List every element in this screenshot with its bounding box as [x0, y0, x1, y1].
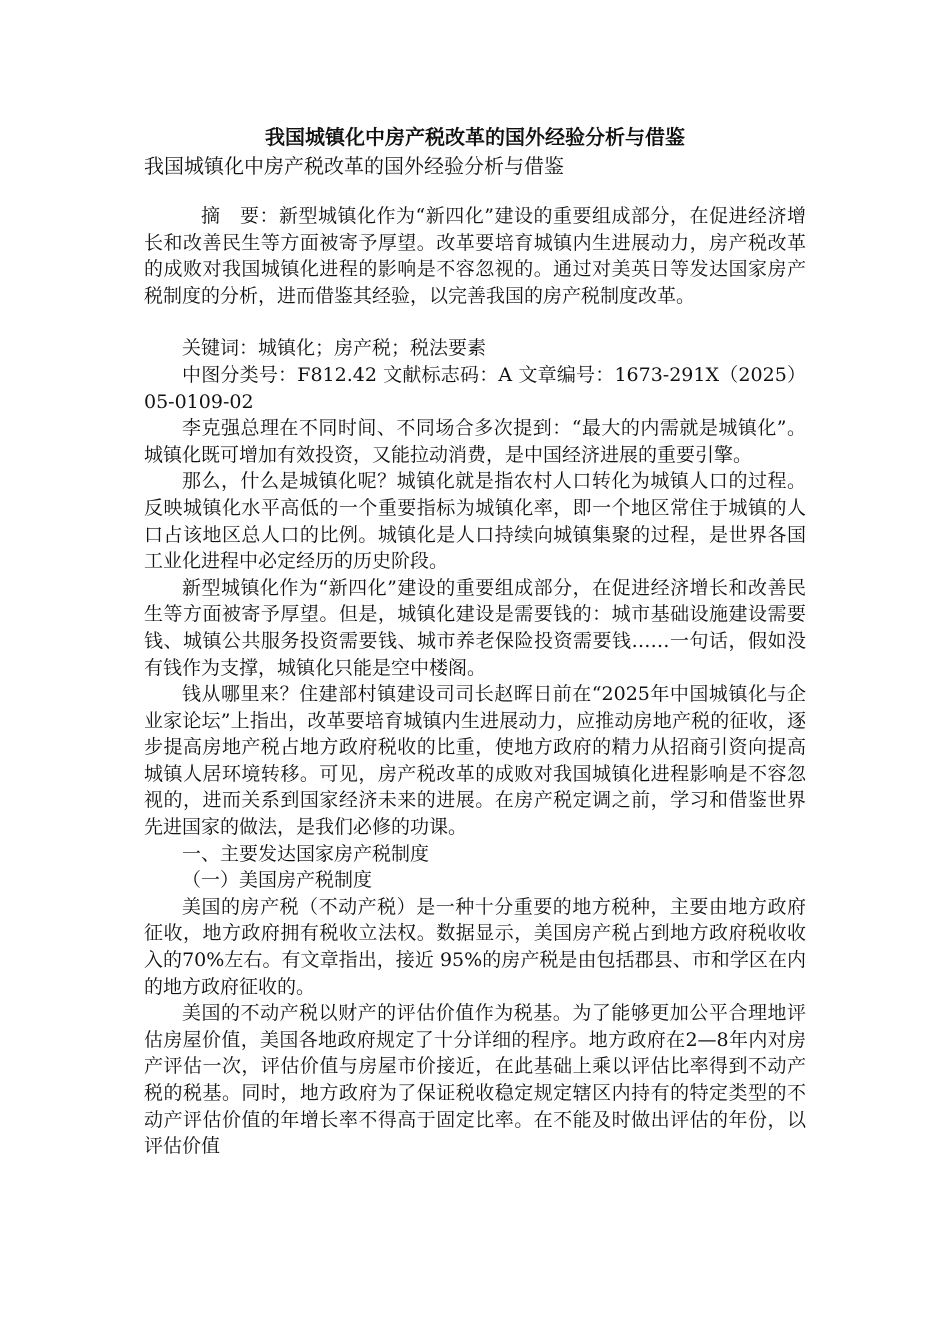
body-paragraph: 美国的不动产税以财产的评估价值作为税基。为了能够更加公平合理地评估房屋价值，美国各地政府规定了十分详细的程序。地方政府在2—8年内对房产评估一次，评估价值与房屋市价接近，在此基础上乘以评估比率得到不动产税的税基。同时，地方政府为了保证税收稳定规定辖区内持有的特定类型的不动产评估价值的年增长率不得高于固定比率。在不能及时做出评估的年份，以评估价值 [144, 1002, 806, 1158]
document-title: 我国城镇化中房产税改革的国外经验分析与借鉴 [265, 125, 685, 149]
document-subtitle: 我国城镇化中房产税改革的国外经验分析与借鉴 [144, 154, 564, 178]
body-paragraph: 新型城镇化作为“新四化”建设的重要组成部分，在促进经济增长和改善民生等方面被寄予厚望。但是，城镇化建设是需要钱的：城市基础设施建设需要钱、城镇公共服务投资需要钱、城市养老保险投资需要钱……一句话，假如没有钱作为支撑，城镇化只能是空中楼阁。 [144, 576, 806, 679]
section-heading: 一、主要发达国家房产税制度 [182, 842, 430, 865]
subsection-heading: （一）美国房产税制度 [182, 869, 373, 892]
classification-line: 中图分类号：F812.42 文献标志码：A 文章编号：1673-291X（2025）05-0109-02 [144, 363, 806, 413]
body-paragraph: 钱从哪里来？住建部村镇建设司司长赵晖日前在“2025年中国城镇化与企业家论坛”上指出，改革要培育城镇内生进展动力，应推动房地产税的征收，逐步提高房地产税占地方政府税收的比重，使地方政府的精力从招商引资向提高城镇人居环境转移。可见，房产税改革的成败对我国城镇化进程影响是不容忽视的，进而关系到国家经济未来的进展。在房产税定调之前，学习和借鉴世界先进国家的做法，是我们必修的功课。 [144, 683, 806, 839]
abstract-paragraph: 摘 要：新型城镇化作为“新四化”建设的重要组成部分，在促进经济增长和改善民生等方面被寄予厚望。改革要培育城镇内生进展动力，房产税改革的成败对我国城镇化进程的影响是不容忽视的。通过对美英日等发达国家房产税制度的分析，进而借鉴其经验，以完善我国的房产税制度改革。 [144, 205, 806, 307]
document-body [144, 203, 806, 1160]
spacer [144, 309, 806, 335]
body-paragraph: 美国的房产税（不动产税）是一种十分重要的地方税种，主要由地方政府征收，地方政府拥有税收立法权。数据显示，美国房产税占到地方政府税收收入的70%左右。有文章指出，接近 95%的房产税是由包括郡县、市和学区在内的地方政府征收的。 [144, 895, 806, 998]
body-paragraph: 李克强总理在不同时间、不同场合多次提到：“最大的内需就是城镇化”。城镇化既可增加有效投资，又能拉动消费，是中国经济进展的重要引擎。 [144, 417, 806, 466]
keywords-line: 关键词：城镇化；房产税；税法要素 [182, 337, 487, 360]
body-paragraph: 那么，什么是城镇化呢？城镇化就是指农村人口转化为城镇人口的过程。反映城镇化水平高低的一个重要指标为城镇化率，即一个地区常住于城镇的人口占该地区总人口的比例。城镇化是人口持续向城镇集聚的过程，是世界各国工业化进程中必定经历的历史阶段。 [144, 470, 806, 573]
